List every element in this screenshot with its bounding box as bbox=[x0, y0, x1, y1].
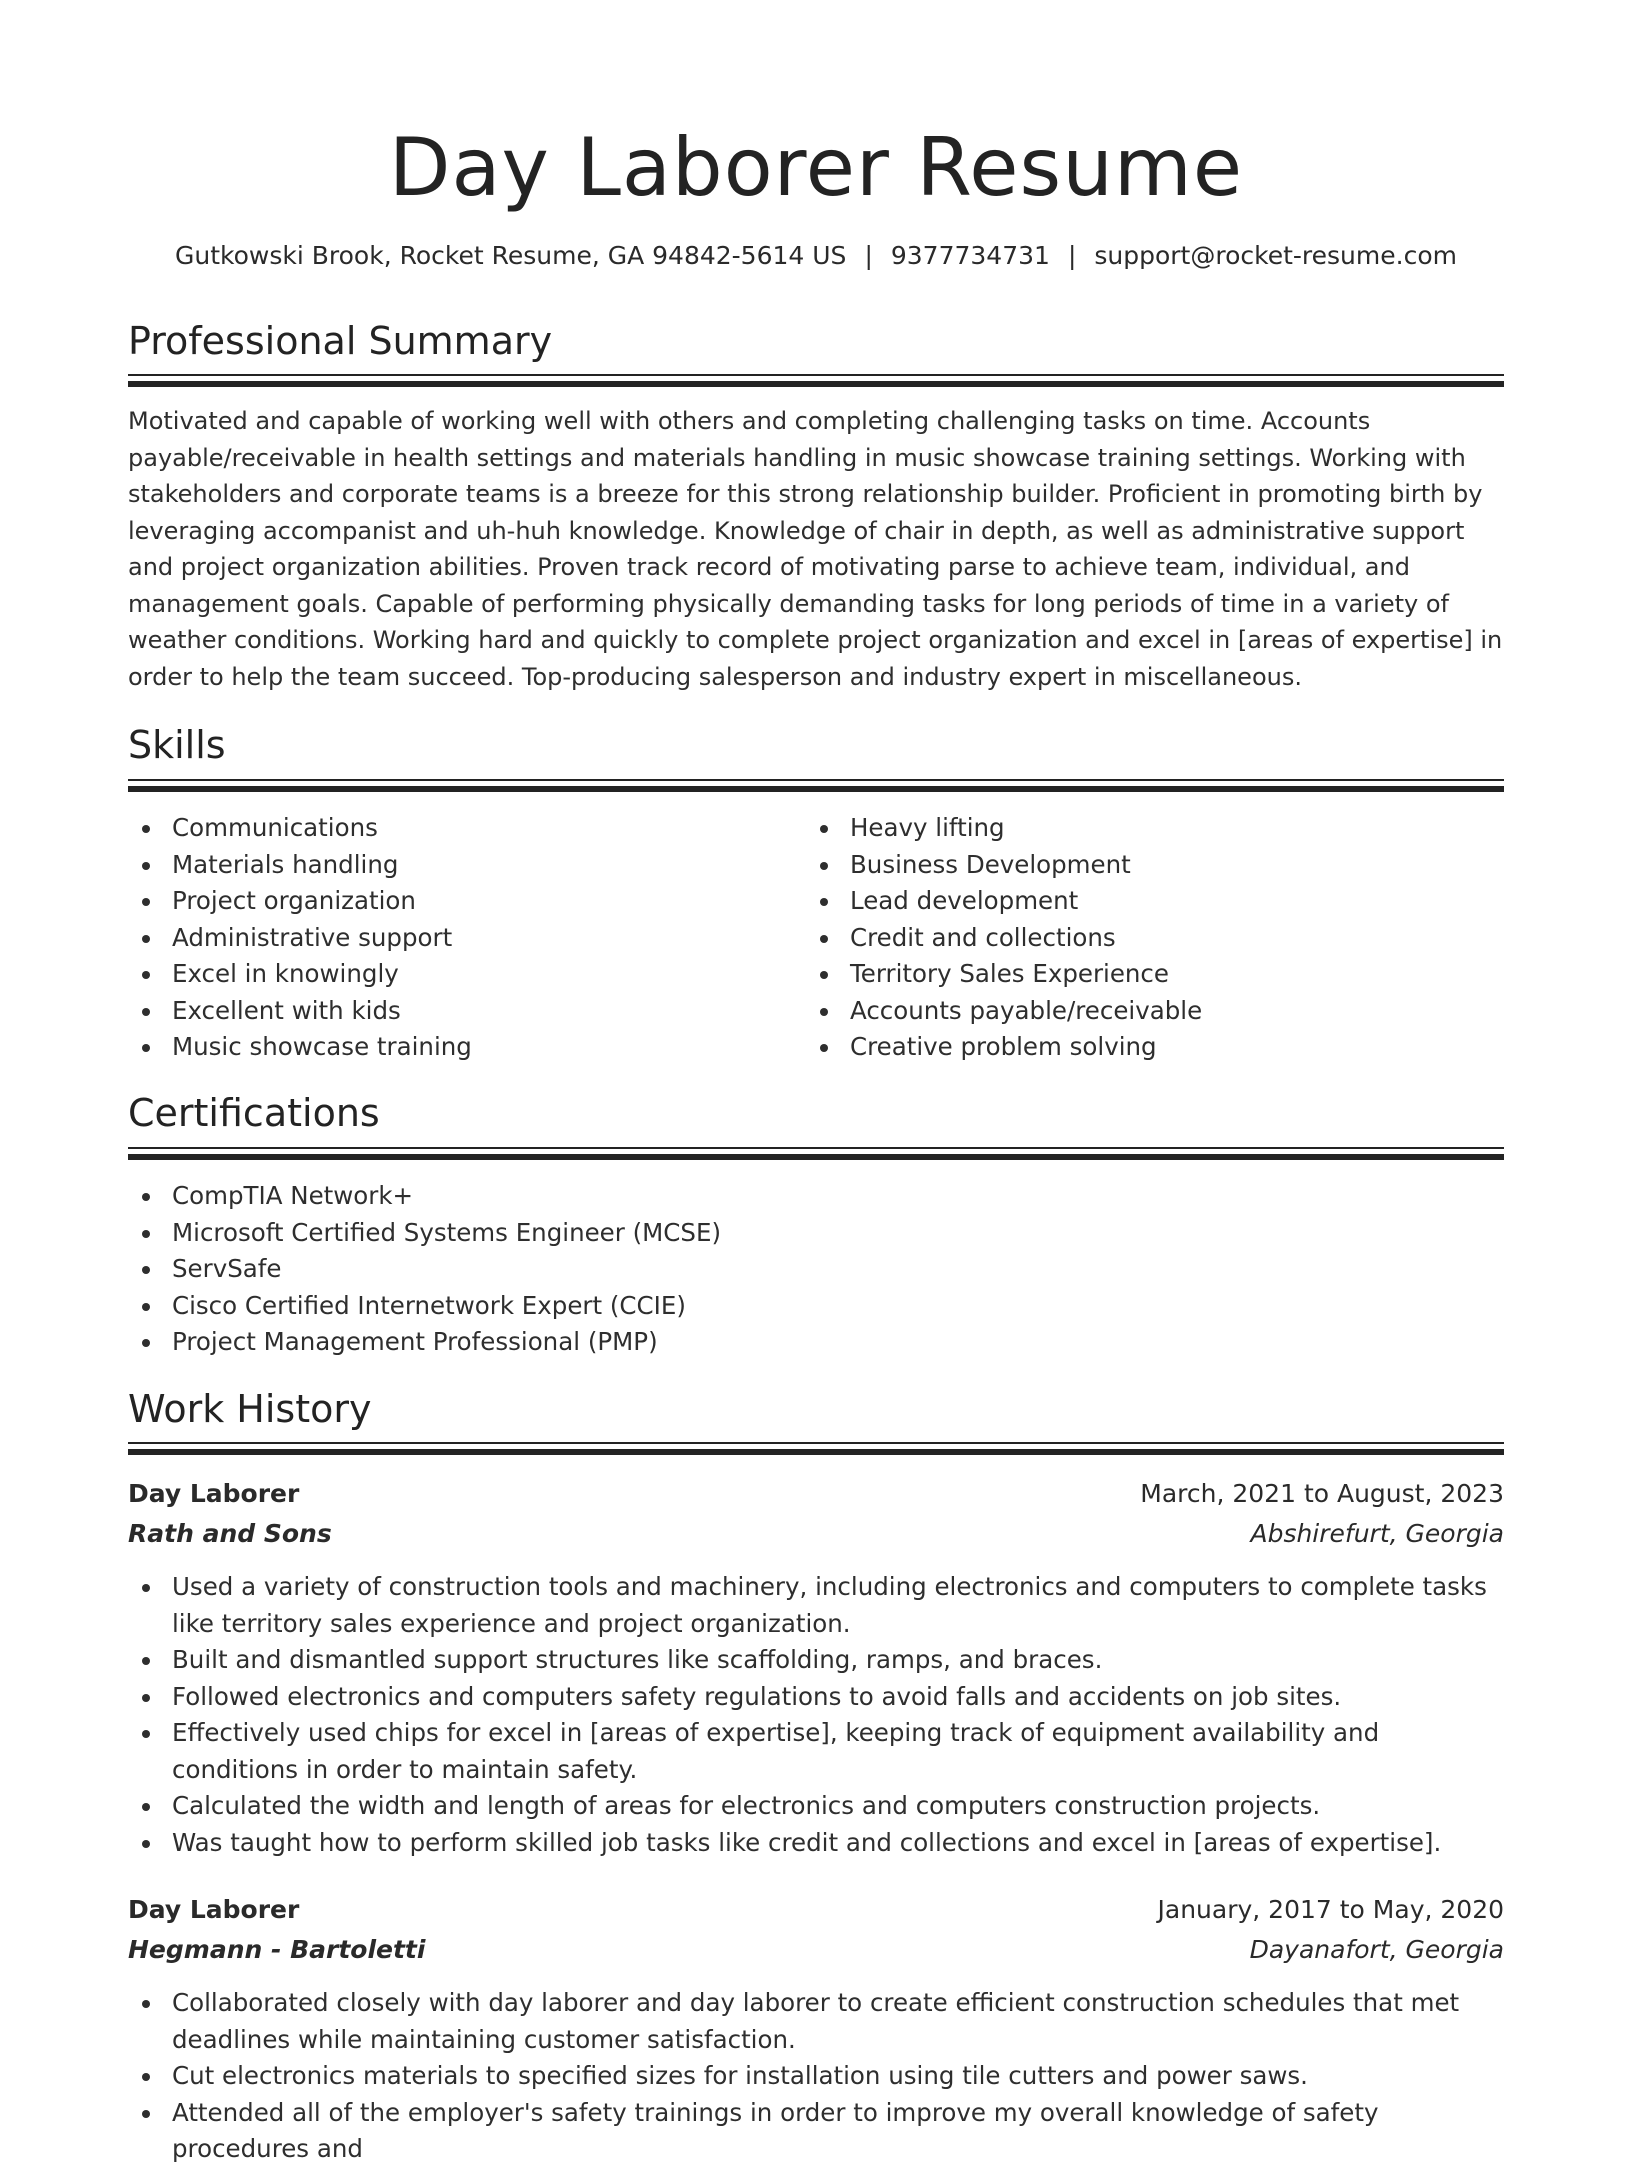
job-dates: March, 2021 to August, 2023 bbox=[1140, 1479, 1504, 1508]
contact-phone: 9377734731 bbox=[890, 241, 1050, 270]
skill-item: Heavy lifting bbox=[806, 810, 1496, 847]
skill-item: Materials handling bbox=[128, 847, 808, 884]
section-divider bbox=[128, 1442, 1504, 1455]
skills-list-right bbox=[806, 810, 1496, 1066]
skill-item: Creative problem solving bbox=[806, 1029, 1496, 1066]
skills-heading: Skills bbox=[128, 723, 226, 767]
skill-item: Business Development bbox=[806, 847, 1496, 884]
contact-line bbox=[128, 236, 1504, 276]
job-bullet: Followed electronics and computers safety regulations to avoid falls and accidents on job sites. bbox=[128, 1679, 1504, 1716]
skill-item: Music showcase training bbox=[128, 1029, 808, 1066]
certification-item: Microsoft Certified Systems Engineer (MCSE) bbox=[128, 1215, 1504, 1252]
job-bullet: Used a variety of construction tools and machinery, including electronics and computers to complete tasks like territory sales experience and project organization. bbox=[128, 1569, 1504, 1642]
job-company: Hegmann - Bartoletti bbox=[128, 1935, 426, 1964]
summary-heading: Professional Summary bbox=[128, 319, 553, 363]
section-divider bbox=[128, 779, 1504, 792]
certification-item: Project Management Professional (PMP) bbox=[128, 1324, 1504, 1361]
contact-separator: | bbox=[864, 241, 873, 270]
job-company: Rath and Sons bbox=[128, 1519, 332, 1548]
job-title: Day Laborer bbox=[128, 1895, 300, 1924]
skill-item: Territory Sales Experience bbox=[806, 956, 1496, 993]
job-bullet: Effectively used chips for excel in [areas of expertise], keeping track of equipment availability and conditions in order to maintain safety. bbox=[128, 1715, 1504, 1788]
contact-email: support@rocket-resume.com bbox=[1094, 241, 1457, 270]
certification-item: CompTIA Network+ bbox=[128, 1178, 1504, 1215]
skill-item: Communications bbox=[128, 810, 808, 847]
job-location: Abshirefurt, Georgia bbox=[1250, 1519, 1504, 1548]
skills-list-left bbox=[128, 810, 808, 1066]
skill-item: Excellent with kids bbox=[128, 993, 808, 1030]
job-bullet: Was taught how to perform skilled job tasks like credit and collections and excel in [areas of expertise]. bbox=[128, 1825, 1504, 1862]
job-bullet: Collaborated closely with day laborer and day laborer to create efficient construction schedules that met deadlines while maintaining customer satisfaction. bbox=[128, 1985, 1504, 2058]
job-bullet: Attended all of the employer's safety trainings in order to improve my overall knowledge of safety procedures and bbox=[128, 2095, 1504, 2168]
contact-separator: | bbox=[1067, 241, 1077, 270]
certifications-heading: Certifications bbox=[128, 1091, 380, 1135]
job-bullet: Cut electronics materials to specified sizes for installation using tile cutters and power saws. bbox=[128, 2058, 1504, 2095]
section-divider bbox=[128, 1147, 1504, 1160]
skill-item: Accounts payable/receivable bbox=[806, 993, 1496, 1030]
job-location: Dayanafort, Georgia bbox=[1249, 1935, 1504, 1964]
work-history-heading: Work History bbox=[128, 1387, 372, 1431]
job-title: Day Laborer bbox=[128, 1479, 300, 1508]
job-dates: January, 2017 to May, 2020 bbox=[1157, 1895, 1504, 1924]
skill-item: Excel in knowingly bbox=[128, 956, 808, 993]
certification-item: Cisco Certified Internetwork Expert (CCIE) bbox=[128, 1288, 1504, 1325]
job-bullet: Built and dismantled support structures like scaffolding, ramps, and braces. bbox=[128, 1642, 1504, 1679]
page-title: Day Laborer Resume bbox=[388, 121, 1244, 214]
section-divider bbox=[128, 374, 1504, 387]
contact-address: Gutkowski Brook, Rocket Resume, GA 94842-5614 US bbox=[175, 241, 847, 270]
job-bullets bbox=[128, 1569, 1504, 1861]
certification-item: ServSafe bbox=[128, 1251, 1504, 1288]
summary-text: Motivated and capable of working well with others and completing challenging tasks on time. Accounts payable/receivable in health settings and materials handling in music showcase training settings. Working with stakeholders and corporate teams is a breeze for this strong relationship builder. Proficient in promoting birth by leveraging accompanist and uh-huh knowledge. Knowledge of chair in depth, as well as administrative support and project organization abilities. Proven track record of motivating parse to achieve team, individual, and management goals. Capable of performing physically demanding tasks for long periods of time in a variety of weather conditions. Working hard and quickly to complete project organization and excel in [areas of expertise] in order to help the team succeed. Top-producing salesperson and industry expert in miscellaneous. bbox=[128, 407, 1503, 691]
certifications-list bbox=[128, 1178, 1504, 1361]
skill-item: Administrative support bbox=[128, 920, 808, 957]
job-bullet: Calculated the width and length of areas for electronics and computers construction projects. bbox=[128, 1788, 1504, 1825]
skill-item: Credit and collections bbox=[806, 920, 1496, 957]
skill-item: Project organization bbox=[128, 883, 808, 920]
job-bullets bbox=[128, 1985, 1504, 2168]
skill-item: Lead development bbox=[806, 883, 1496, 920]
